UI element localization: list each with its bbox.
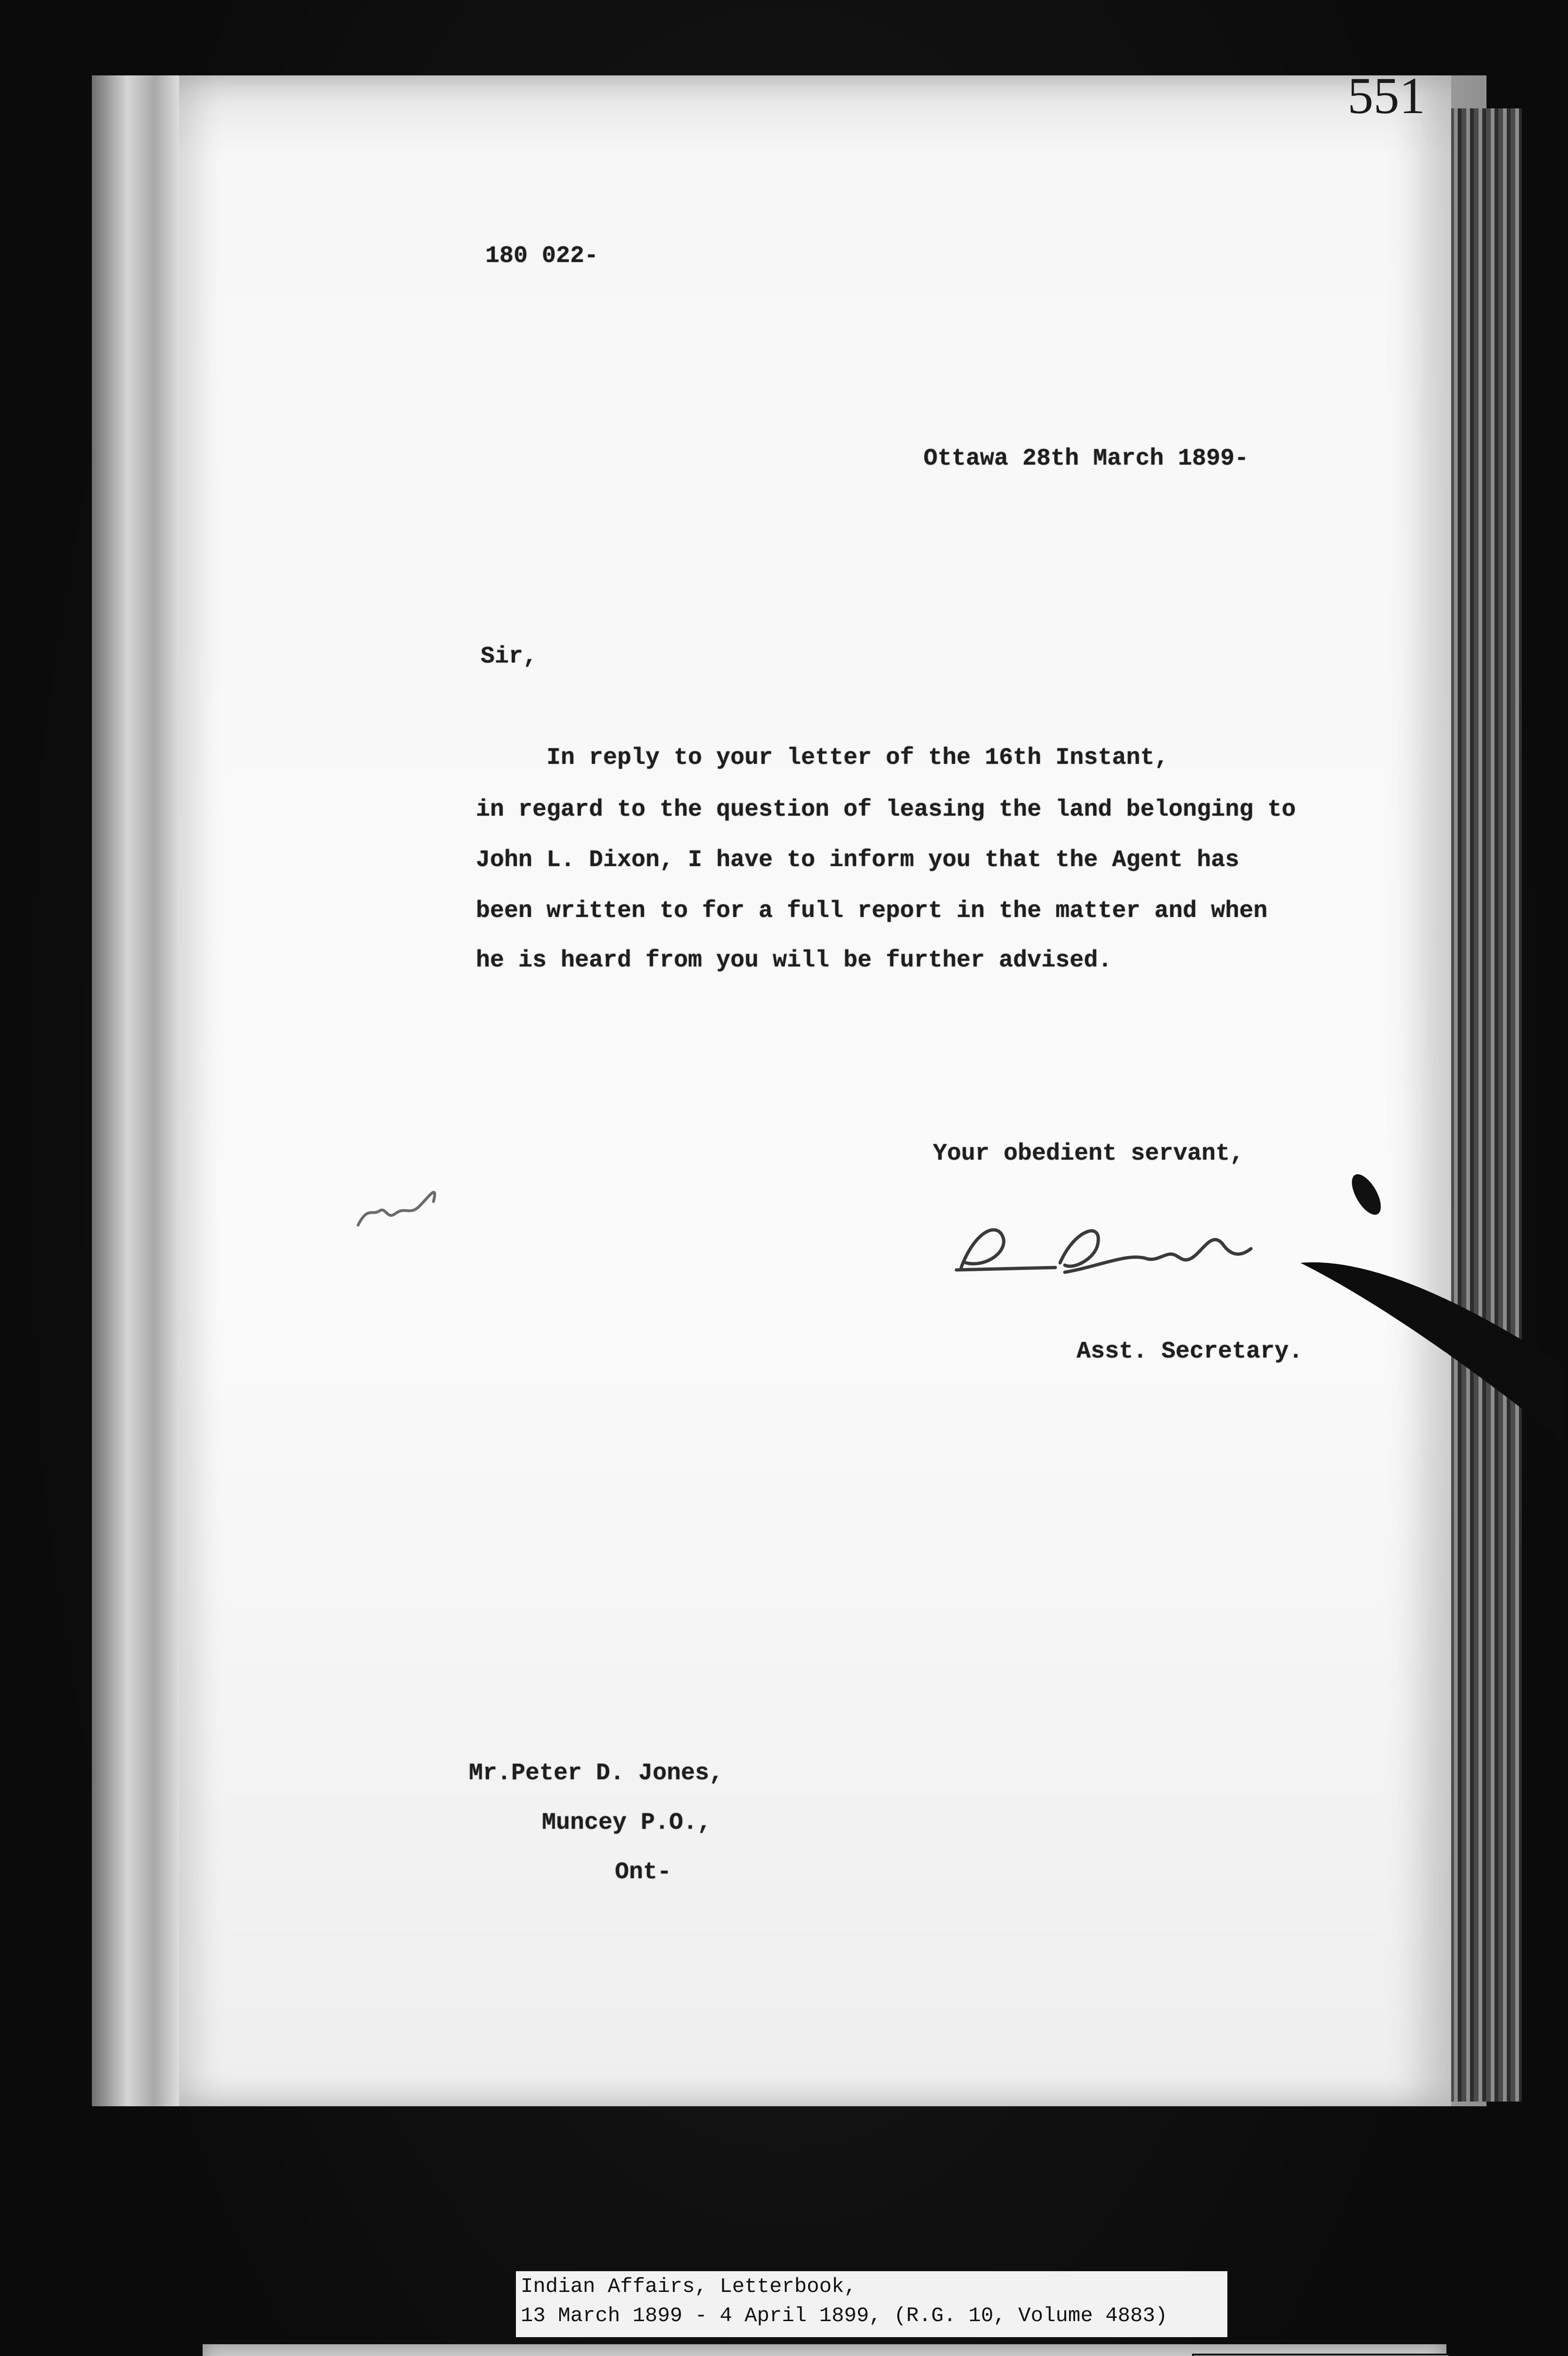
address-line: Muncey P.O.,: [542, 1809, 712, 1836]
book-binding: [92, 75, 181, 2106]
salutation: Sir,: [481, 643, 538, 670]
letter-page: [179, 75, 1451, 2106]
handwritten-initials-mark: [353, 1169, 448, 1244]
file-number: 180 022-: [485, 243, 599, 270]
address-line: Ont-: [615, 1859, 672, 1886]
address-line: Mr.Peter D. Jones,: [469, 1760, 724, 1787]
pointer-pen: [1300, 1244, 1564, 1442]
body-line: In reply to your letter of the 16th Instant,: [476, 744, 1169, 771]
dateline: Ottawa 28th March 1899-: [923, 445, 1249, 472]
catalog-label: [516, 2271, 1227, 2337]
ink-blot: [1348, 1169, 1385, 1220]
closing: Your obedient servant,: [933, 1140, 1244, 1167]
signer-title: Asst. Secretary.: [1077, 1338, 1303, 1365]
handwritten-signature: [947, 1211, 1258, 1286]
body-line: been written to for a full report in the matter and when: [476, 898, 1268, 924]
catalog-line: 13 March 1899 - 4 April 1899, (R.G. 10, Volume 4883): [521, 2304, 1168, 2328]
body-line: John L. Dixon, I have to inform you that the Agent has: [476, 847, 1240, 874]
poor-copy-note: [1192, 2354, 1450, 2356]
body-line: in regard to the question of leasing the land belonging to: [476, 796, 1296, 823]
page-number: 551: [1348, 67, 1425, 124]
body-line: he is heard from you will be further advised.: [476, 947, 1112, 974]
catalog-line: Indian Affairs, Letterbook,: [521, 2275, 857, 2299]
